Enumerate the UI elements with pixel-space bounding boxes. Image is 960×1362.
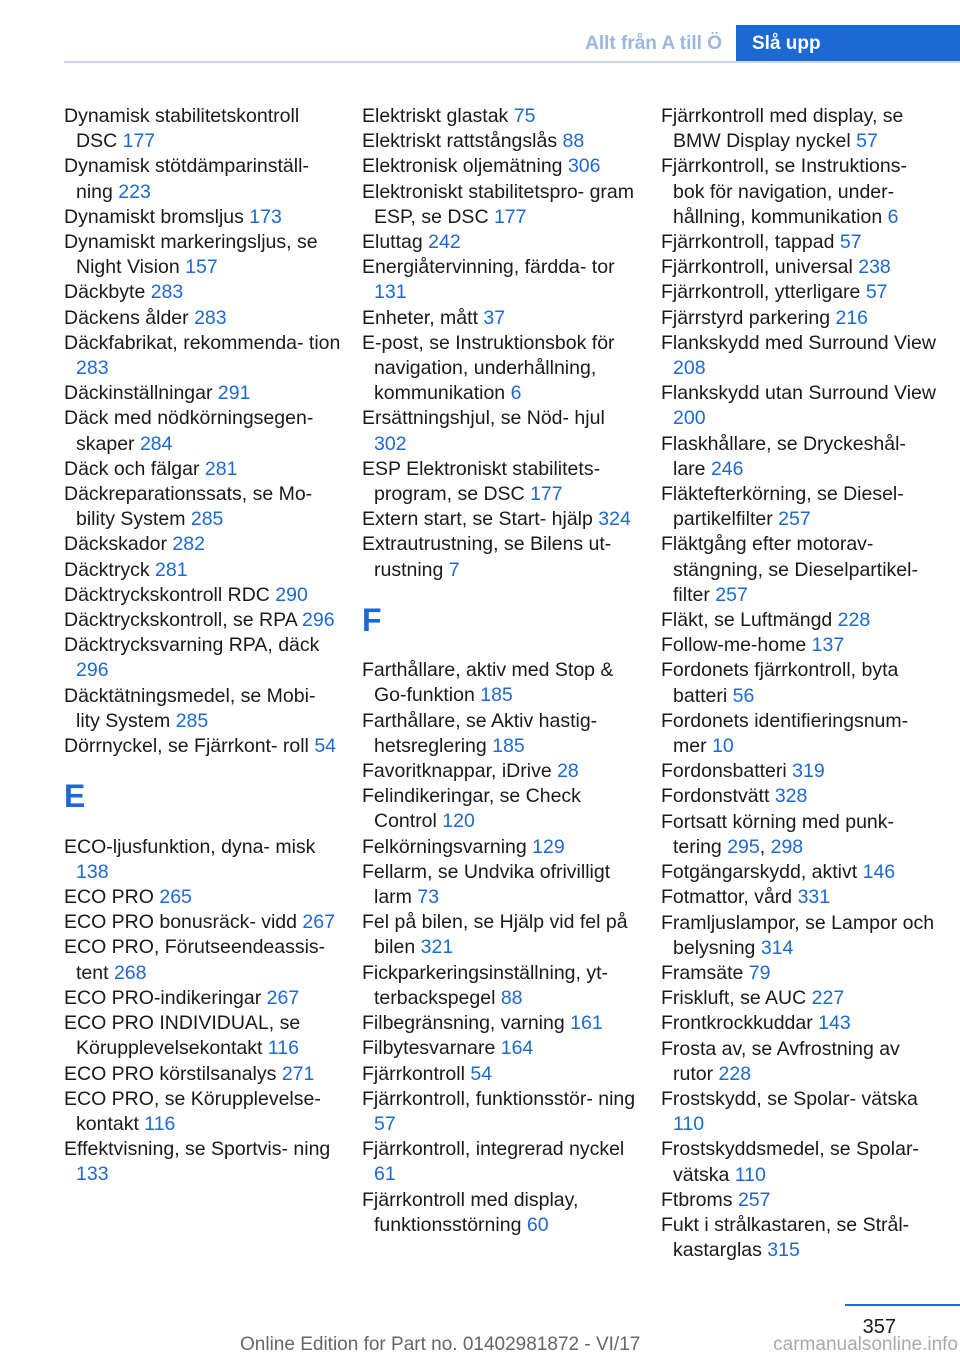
page-link[interactable]: 73 bbox=[417, 886, 440, 909]
entry-term: Däck med nödkörningsegen‐ skaper bbox=[64, 407, 314, 455]
entry-term: Fjärrkontroll, se Instruktions‐ bok för navigation, under‐ hållning, kommunikation bbox=[661, 155, 907, 228]
entry-term: Fjärrkontroll, tappad bbox=[661, 231, 840, 254]
entry-term: ECO PRO bbox=[64, 886, 160, 909]
index-entry bbox=[64, 331, 344, 381]
page-link[interactable]: 110 bbox=[734, 1163, 766, 1186]
page-link[interactable]: 37 bbox=[483, 306, 506, 329]
index-entry bbox=[64, 482, 344, 532]
page-link[interactable]: 57 bbox=[865, 281, 888, 304]
section-letter: E bbox=[64, 778, 86, 815]
page-number: 357 bbox=[862, 1316, 896, 1338]
entry-term: Elektroniskt stabilitetspro‐ gram ESP, se DSC bbox=[362, 180, 635, 228]
entry-term: Fel på bilen, se Hjälp vid fel på bilen bbox=[362, 911, 628, 959]
index-entry bbox=[661, 1188, 941, 1213]
edition-note: Online Edition for Part no. 01402981872 - VI/17 bbox=[240, 1334, 641, 1355]
index-entry bbox=[64, 558, 344, 583]
index-entry bbox=[661, 1137, 941, 1187]
entry-term: Fläkt, se Luftmängd bbox=[661, 609, 838, 632]
page-link[interactable]: 177 bbox=[122, 130, 156, 153]
entry-term: Frostskyddsmedel, se Spolar‐ vätska bbox=[661, 1138, 919, 1186]
index-entry bbox=[362, 658, 642, 708]
page-link[interactable]: 227 bbox=[811, 987, 845, 1010]
page-link[interactable]: 57 bbox=[839, 231, 862, 254]
index-entry bbox=[64, 986, 344, 1011]
watermark: carmanualsonline.info bbox=[773, 1334, 958, 1355]
page-link[interactable]: 246 bbox=[710, 457, 744, 480]
page-link[interactable]: 267 bbox=[302, 911, 335, 934]
entry-term: Ersättningshjul, se Nöd‐ hjul bbox=[362, 407, 605, 430]
index-entry bbox=[362, 1087, 642, 1137]
entry-term: Däckinställningar bbox=[64, 382, 218, 405]
entry-term: Elektriskt rattstångslås bbox=[362, 130, 563, 153]
page-link[interactable]: 88 bbox=[500, 986, 523, 1009]
entry-term: ECO PRO körstilsanalys bbox=[64, 1062, 282, 1085]
header-rule bbox=[64, 61, 960, 63]
page-link[interactable]: 28 bbox=[557, 760, 579, 783]
page-link[interactable]: 7 bbox=[448, 558, 460, 581]
entry-term: Frosta av, se Avfrostning av rutor bbox=[661, 1037, 900, 1085]
page-link[interactable]: 200 bbox=[673, 407, 706, 430]
page-link[interactable]: 129 bbox=[532, 835, 565, 858]
entry-term: Felindikeringar, se Check Control bbox=[362, 785, 581, 833]
index-entry bbox=[661, 381, 941, 431]
index-entry bbox=[661, 280, 941, 305]
page-link[interactable]: 283 bbox=[150, 281, 184, 304]
page-link[interactable]: 265 bbox=[159, 886, 192, 909]
entry-term: ECO PRO-indikeringar bbox=[64, 986, 267, 1009]
entry-term: Däcktryckskontroll RDC bbox=[64, 583, 276, 606]
entry-term: Enheter, mått bbox=[362, 306, 484, 329]
index-column-3 bbox=[661, 104, 941, 1263]
page-link[interactable]: 302 bbox=[374, 432, 407, 455]
index-entry bbox=[362, 1011, 642, 1036]
page-link[interactable]: 6 bbox=[887, 205, 899, 228]
page-link[interactable]: 228 bbox=[837, 609, 871, 632]
page-link[interactable]: 295 bbox=[727, 835, 760, 858]
index-entry bbox=[362, 1036, 642, 1061]
entry-term: Fickparkeringsinställning, yt‐ terbackspegel bbox=[362, 961, 609, 1009]
index-entry bbox=[362, 331, 642, 407]
page-link[interactable]: 185 bbox=[492, 734, 525, 757]
page-link[interactable]: 257 bbox=[737, 1188, 771, 1211]
index-entry bbox=[64, 532, 344, 557]
index-entry bbox=[661, 784, 941, 809]
page-link[interactable]: 283 bbox=[194, 306, 227, 329]
page-link[interactable]: 285 bbox=[190, 508, 224, 531]
page-link[interactable]: 324 bbox=[598, 508, 631, 531]
entry-term: Flankskydd utan Surround View bbox=[661, 382, 936, 405]
index-entry bbox=[661, 633, 941, 658]
entry-term: Dynamiskt bromsljus bbox=[64, 205, 250, 228]
index-entry bbox=[661, 810, 941, 860]
page-link[interactable]: 157 bbox=[185, 256, 218, 279]
page-link[interactable]: 257 bbox=[715, 583, 748, 606]
index-entry bbox=[661, 986, 941, 1011]
page-link[interactable]: 208 bbox=[673, 357, 706, 380]
index-entry bbox=[661, 154, 941, 230]
index-entry bbox=[661, 658, 941, 708]
index-entry bbox=[362, 910, 642, 960]
index-entry bbox=[661, 1213, 941, 1263]
index-entry bbox=[661, 911, 941, 961]
entry-term: Fjärrkontroll, universal bbox=[661, 256, 859, 279]
index-entry bbox=[661, 1087, 941, 1137]
entry-term: Däckskador bbox=[64, 533, 173, 556]
entry-term: Fjärrkontroll, funktionsstör‐ ning bbox=[362, 1087, 636, 1110]
page-link[interactable]: 60 bbox=[526, 1213, 549, 1236]
index-entry bbox=[64, 154, 344, 204]
page-link[interactable]: 177 bbox=[493, 205, 527, 228]
entry-term: Fordonstvätt bbox=[661, 785, 775, 808]
index-entry bbox=[64, 280, 344, 305]
page-link[interactable]: 146 bbox=[862, 861, 896, 884]
index-entry bbox=[362, 784, 642, 834]
index-entry bbox=[362, 1137, 642, 1187]
page-link[interactable]: 216 bbox=[835, 306, 869, 329]
index-entry bbox=[661, 482, 941, 532]
index-entry bbox=[661, 709, 941, 759]
entry-term: Däckfabrikat, rekommenda‐ tion bbox=[64, 331, 341, 354]
entry-term: Fläktefterkörning, se Diesel‐ partikelfilter bbox=[661, 483, 904, 531]
entry-term: Dynamisk stabilitetskontroll DSC bbox=[64, 105, 300, 153]
entry-term: Fjärrkontroll med display, funktionsstörning bbox=[362, 1188, 579, 1236]
entry-term: Däckbyte bbox=[64, 281, 151, 304]
index-entry bbox=[661, 230, 941, 255]
index-entry bbox=[661, 885, 941, 910]
page-link[interactable]: 306 bbox=[567, 155, 601, 178]
entry-term: ECO-ljusfunktion, dyna‐ misk bbox=[64, 835, 316, 858]
entry-term: Fotmattor, vård bbox=[661, 886, 798, 909]
index-entry bbox=[362, 230, 642, 255]
page-link[interactable]: 331 bbox=[797, 886, 831, 909]
index-entry bbox=[661, 860, 941, 885]
section-link[interactable]: Allt från A till Ö bbox=[585, 33, 722, 54]
index-entry bbox=[64, 910, 344, 935]
index-entry bbox=[64, 230, 344, 280]
page-link[interactable]: 133 bbox=[76, 1163, 109, 1186]
entry-term: Fotgängarskydd, aktivt bbox=[661, 861, 863, 884]
page-link[interactable]: 268 bbox=[113, 961, 147, 984]
entry-term: Fjärrkontroll bbox=[362, 1062, 471, 1085]
page-link[interactable]: 296 bbox=[302, 609, 335, 632]
entry-term: Fjärrkontroll med display, se BMW Display nyckel bbox=[661, 105, 904, 153]
index-entry bbox=[64, 1137, 344, 1187]
entry-term: Däck och fälgar bbox=[64, 457, 205, 480]
entry-term: Energiåtervinning, färdda‐ tor bbox=[362, 256, 615, 279]
entry-term: Eluttag bbox=[362, 231, 429, 254]
page-link[interactable]: 228 bbox=[718, 1062, 752, 1085]
page-link[interactable]: 10 bbox=[712, 735, 734, 758]
index-entry bbox=[64, 885, 344, 910]
page-link[interactable]: 298 bbox=[770, 835, 804, 858]
entry-term: ECO PRO bonusräck‐ vidd bbox=[64, 911, 303, 934]
entry-term: Dynamisk stötdämparinställ‐ ning bbox=[64, 155, 309, 203]
page-separator: , bbox=[759, 835, 771, 858]
index-entry bbox=[362, 860, 642, 910]
page-link[interactable]: 116 bbox=[267, 1037, 299, 1060]
entry-term: Favoritknappar, iDrive bbox=[362, 760, 558, 783]
entry-term: Fjärrkontroll, integrerad nyckel bbox=[362, 1138, 625, 1161]
page-link[interactable]: 61 bbox=[374, 1163, 396, 1186]
entry-term: Däcktrycksvarning RPA, däck bbox=[64, 634, 320, 657]
entry-term: Elektronisk oljemätning bbox=[362, 155, 568, 178]
page-link[interactable]: 319 bbox=[792, 760, 825, 783]
page-link[interactable]: 137 bbox=[811, 634, 845, 657]
index-entry bbox=[362, 1062, 642, 1087]
page-link[interactable]: 75 bbox=[513, 105, 536, 127]
page-link[interactable]: 257 bbox=[778, 508, 811, 531]
page-link[interactable]: 271 bbox=[281, 1062, 315, 1085]
page-link[interactable]: 238 bbox=[858, 256, 891, 279]
index-entry bbox=[64, 734, 344, 759]
page-link[interactable]: 321 bbox=[420, 936, 454, 959]
page-link[interactable]: 57 bbox=[856, 130, 878, 153]
entry-term: Fellarm, se Undvika ofrivilligt larm bbox=[362, 860, 611, 909]
entry-term: Extrautrustning, se Bilens ut‐ rustning bbox=[362, 533, 612, 581]
index-entry bbox=[64, 633, 344, 683]
entry-term: Frostskydd, se Spolar‐ vätska bbox=[661, 1087, 918, 1110]
index-entry bbox=[362, 406, 642, 456]
entry-term: Friskluft, se AUC bbox=[661, 987, 812, 1010]
index-entry bbox=[661, 608, 941, 633]
page-link[interactable]: 296 bbox=[76, 659, 109, 682]
entry-term: Ftbroms bbox=[661, 1188, 738, 1211]
index-entry bbox=[64, 457, 344, 482]
page-link[interactable]: 120 bbox=[442, 810, 475, 833]
index-entry bbox=[362, 129, 642, 154]
index-entry bbox=[661, 306, 941, 331]
page-link[interactable]: 242 bbox=[428, 231, 461, 254]
index-entry bbox=[362, 306, 642, 331]
entry-term: Fortsatt körning med punk‐ tering bbox=[661, 810, 895, 858]
index-column-2 bbox=[362, 104, 642, 1238]
entry-term: ECO PRO, se Körupplevelse‐ kontakt bbox=[64, 1087, 321, 1135]
index-entry bbox=[661, 331, 941, 381]
entry-term: Fordonets fjärrkontroll, byta batteri bbox=[661, 659, 899, 707]
index-entry bbox=[661, 104, 941, 154]
index-entry bbox=[661, 255, 941, 280]
page-link[interactable]: 138 bbox=[76, 860, 109, 883]
entry-term: Frontkrockkuddar bbox=[661, 1012, 819, 1035]
page-link[interactable]: 57 bbox=[374, 1112, 396, 1135]
page-link[interactable]: 116 bbox=[144, 1112, 176, 1135]
page-link[interactable]: 285 bbox=[175, 709, 209, 732]
index-entry bbox=[661, 759, 941, 784]
index-entry bbox=[362, 154, 642, 179]
entry-term: Fordonets identifieringsnum‐ mer bbox=[661, 709, 909, 758]
index-entry bbox=[661, 1037, 941, 1087]
entry-term: Dynamiskt markeringsljus, se Night Vision bbox=[64, 231, 318, 279]
entry-term: Fukt i strålkastaren, se Strål‐ kastarglas bbox=[661, 1213, 910, 1262]
index-entry bbox=[64, 684, 344, 734]
entry-term: Effektvisning, se Sportvis‐ ning bbox=[64, 1138, 331, 1161]
entry-term: Follow-me-home bbox=[661, 634, 812, 657]
index-entry bbox=[661, 532, 941, 608]
index-entry bbox=[64, 104, 344, 154]
page-link[interactable]: 88 bbox=[562, 130, 585, 153]
index-entry bbox=[362, 759, 642, 784]
entry-term: Dörrnyckel, se Fjärrkont‐ roll bbox=[64, 735, 315, 758]
index-entry bbox=[661, 432, 941, 482]
index-column-1 bbox=[64, 104, 344, 1188]
page-link[interactable]: 164 bbox=[500, 1037, 534, 1060]
entry-term: Fjärrkontroll, ytterligare bbox=[661, 281, 866, 304]
lookup-tab[interactable]: Slå upp bbox=[736, 25, 960, 62]
index-entry bbox=[64, 583, 344, 608]
entry-term: Däckreparationssats, se Mo‐ bility System bbox=[64, 483, 313, 531]
index-entry bbox=[64, 406, 344, 456]
entry-term: Däcktryckskontroll, se RPA bbox=[64, 609, 303, 632]
index-entry bbox=[64, 608, 344, 633]
page-link[interactable]: 223 bbox=[118, 180, 151, 203]
index-entry bbox=[362, 507, 642, 532]
entry-term: Filbytesvarnare bbox=[362, 1037, 501, 1060]
entry-term: Extern start, se Start‐ hjälp bbox=[362, 508, 599, 531]
entry-term: E-post, se Instruktionsbok för navigation, underhållning, kommunikation bbox=[362, 331, 615, 405]
page-link[interactable]: 79 bbox=[748, 961, 771, 984]
index-entry bbox=[64, 1062, 344, 1087]
page-link[interactable]: 110 bbox=[673, 1113, 705, 1136]
page-link[interactable]: 177 bbox=[530, 483, 563, 506]
index-entry bbox=[64, 306, 344, 331]
index-entry bbox=[362, 1188, 642, 1238]
page-header bbox=[0, 25, 960, 62]
page-link[interactable]: 328 bbox=[774, 785, 808, 808]
entry-term: Framljuslampor, se Lampor och belysning bbox=[661, 911, 935, 959]
page-link[interactable]: 54 bbox=[470, 1062, 493, 1085]
entry-term: Flaskhållare, se Dryckeshål‐ lare bbox=[661, 432, 906, 480]
page-link[interactable]: 281 bbox=[204, 457, 238, 480]
entry-term: Däcktätningsmedel, se Mobi‐ lity System bbox=[64, 684, 316, 732]
index-entry bbox=[362, 104, 642, 129]
index-entry bbox=[661, 1011, 941, 1036]
index-entry bbox=[362, 961, 642, 1011]
index-entry bbox=[64, 935, 344, 985]
section-letter: F bbox=[362, 601, 382, 638]
index-entry bbox=[64, 1087, 344, 1137]
page-link[interactable]: 54 bbox=[314, 735, 337, 758]
index-entry bbox=[362, 709, 642, 759]
page-link[interactable]: 283 bbox=[76, 357, 109, 380]
page-link[interactable]: 315 bbox=[767, 1239, 800, 1262]
index-entry bbox=[362, 180, 642, 230]
page-link[interactable]: 314 bbox=[760, 936, 794, 959]
entry-term: Farthållare, se Aktiv hastig‐ hetsreglering bbox=[362, 709, 598, 757]
index-entry bbox=[64, 205, 344, 230]
page-link[interactable]: 291 bbox=[217, 382, 251, 405]
entry-term: Däcktryck bbox=[64, 558, 156, 581]
page-link[interactable]: 267 bbox=[266, 986, 300, 1009]
footer-rule bbox=[845, 1304, 960, 1306]
index-entry bbox=[64, 1011, 344, 1061]
index-entry bbox=[362, 532, 642, 582]
index-entry bbox=[64, 381, 344, 406]
page-link[interactable]: 281 bbox=[155, 558, 188, 581]
entry-term: Farthållare, aktiv med Stop & Go-funktion bbox=[362, 659, 614, 707]
entry-term: Fordonsbatteri bbox=[661, 760, 793, 783]
page-link[interactable]: 282 bbox=[172, 533, 205, 556]
page-link[interactable]: 284 bbox=[139, 432, 173, 455]
page-link[interactable]: 185 bbox=[480, 684, 513, 707]
index-entry bbox=[362, 835, 642, 860]
page-link[interactable]: 6 bbox=[510, 382, 522, 405]
entry-term: Felkörningsvarning bbox=[362, 835, 533, 858]
index-entry bbox=[362, 457, 642, 507]
entry-term: Elektriskt glastak bbox=[362, 105, 514, 127]
entry-term: ECO PRO INDIVIDUAL, se Körupplevelsekontakt bbox=[64, 1012, 301, 1060]
entry-term: ECO PRO, Förutseendeassis‐ tent bbox=[64, 936, 326, 984]
entry-term: Fjärrstyrd parkering bbox=[661, 306, 836, 329]
page-link[interactable]: 290 bbox=[275, 583, 308, 606]
index-entry bbox=[661, 961, 941, 986]
page-link[interactable]: 173 bbox=[249, 205, 282, 228]
entry-term: ESP Elektroniskt stabilitets‐ program, se DSC bbox=[362, 457, 601, 506]
entry-term: Fläktgång efter motorav‐ stängning, se Dieselpartikel‐ filter bbox=[661, 533, 918, 606]
entry-term: Flankskydd med Surround View bbox=[661, 331, 936, 354]
page-link[interactable]: 56 bbox=[732, 684, 755, 707]
entry-term: Framsäte bbox=[661, 961, 749, 984]
entry-term: Filbegränsning, varning bbox=[362, 1012, 571, 1035]
entry-term: Däckens ålder bbox=[64, 306, 195, 329]
page-link[interactable]: 161 bbox=[570, 1012, 603, 1035]
page-link[interactable]: 131 bbox=[374, 281, 407, 304]
index-entry bbox=[64, 835, 344, 885]
index-entry bbox=[362, 255, 642, 305]
page-link[interactable]: 143 bbox=[818, 1012, 851, 1035]
